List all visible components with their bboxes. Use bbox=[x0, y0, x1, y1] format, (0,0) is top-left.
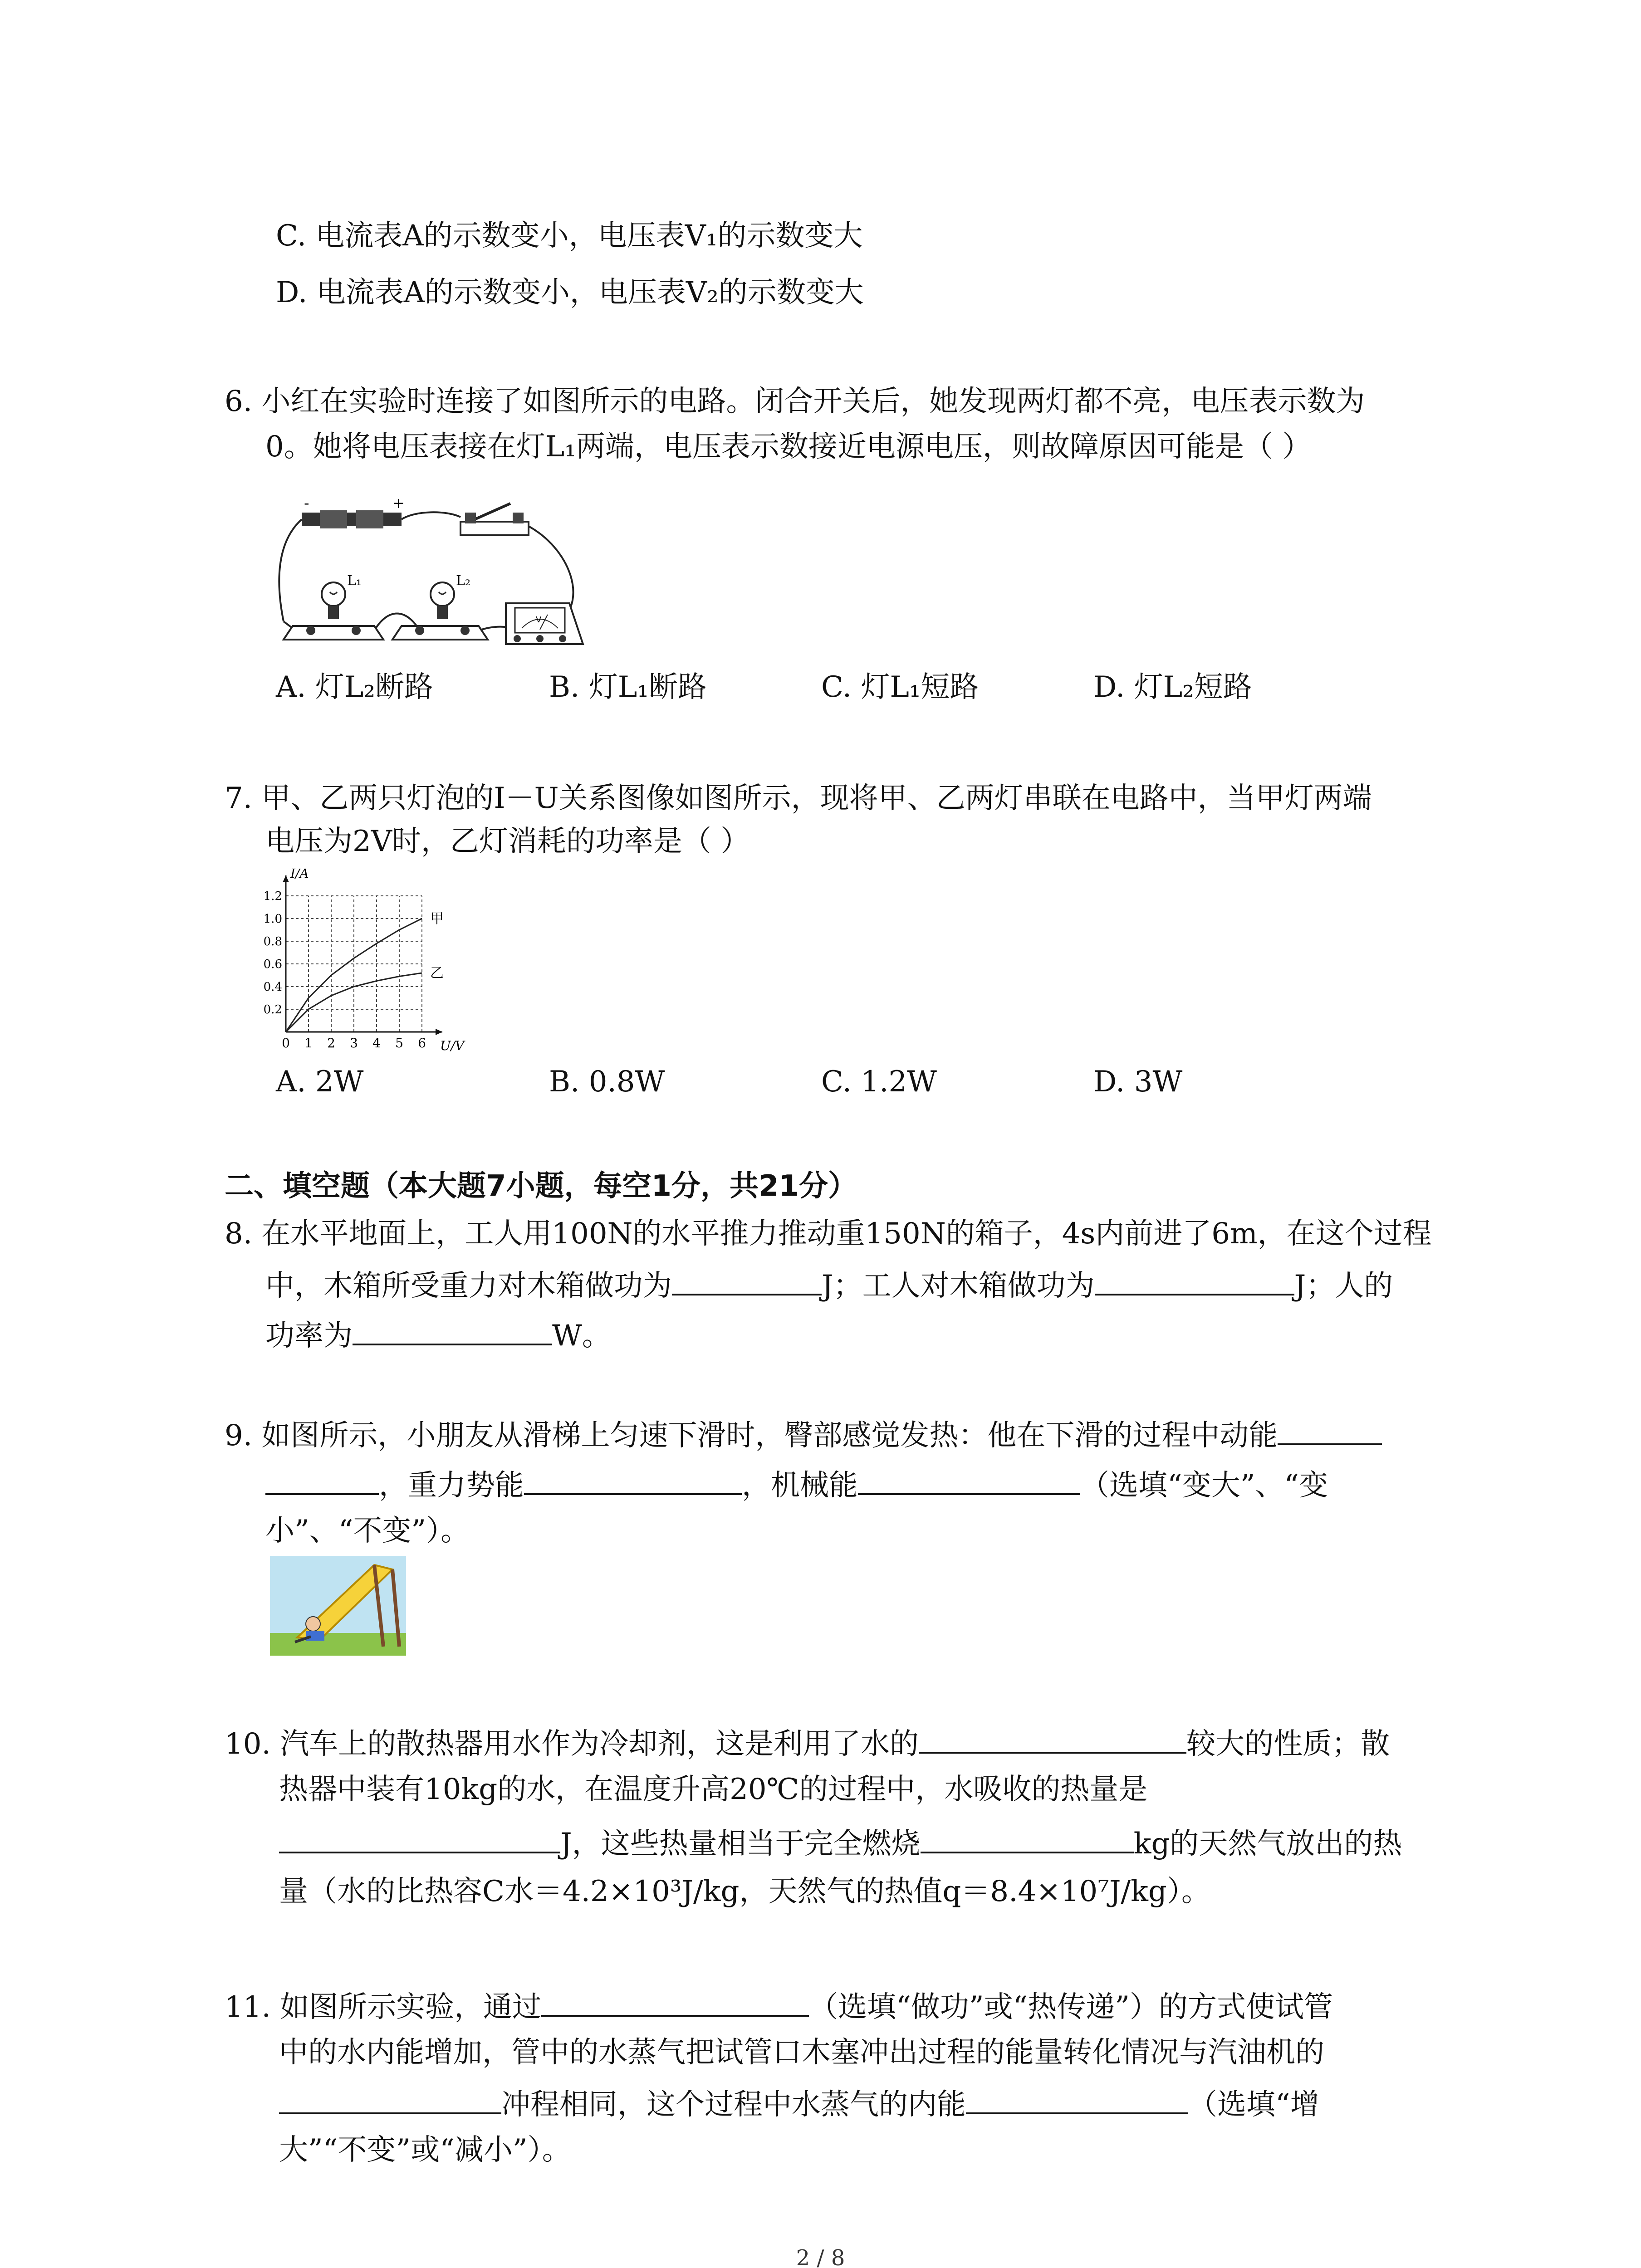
battery-minus-label: - bbox=[304, 494, 309, 512]
q8-text-b: J；工人对木箱做功为 bbox=[822, 1269, 1095, 1303]
q9-text-d: （选填“变大”、“变 bbox=[1080, 1469, 1328, 1502]
y-tick-label: 0.6 bbox=[263, 958, 282, 971]
q8-text-e: W。 bbox=[552, 1319, 611, 1353]
q9-blank-3[interactable] bbox=[858, 1465, 1080, 1495]
q9-line3: 小”、“不变”）。 bbox=[265, 1514, 470, 1548]
q9-text-b: ，重力势能 bbox=[379, 1469, 524, 1502]
q8-blank-2[interactable] bbox=[1095, 1266, 1294, 1295]
option-c-prev: C. 电流表A的示数变小，电压表V₁的示数变大 bbox=[276, 219, 863, 253]
y-axis-label: I/A bbox=[290, 869, 309, 881]
q10-text-a: 10. 汽车上的散热器用水作为冷却剂，这是利用了水的 bbox=[225, 1727, 919, 1761]
q8-line2 bbox=[265, 1266, 1393, 1304]
chart-labels bbox=[264, 869, 465, 1053]
q10-text-b: 较大的性质；散 bbox=[1186, 1727, 1390, 1761]
x-tick-label: 1 bbox=[304, 1036, 313, 1051]
q8-blank-3[interactable] bbox=[353, 1315, 552, 1345]
q9-line2 bbox=[265, 1465, 1328, 1504]
q10-text-d: kg的天然气放出的热 bbox=[1133, 1827, 1402, 1861]
bulb-l2-icon bbox=[431, 582, 454, 619]
q9-blank-1a[interactable] bbox=[1278, 1415, 1382, 1445]
q10-blank-3[interactable] bbox=[921, 1823, 1134, 1853]
page-number: 2 / 8 bbox=[796, 2245, 845, 2268]
voltmeter-label: V bbox=[536, 615, 542, 625]
q10-line4: 量（水的比热容C水＝4.2×10³J/kg，天然气的热值q＝8.4×10⁷J/kg）。 bbox=[279, 1875, 1210, 1908]
q6-option-a: A. 灯L₂断路 bbox=[276, 670, 434, 704]
q11-text-c: 冲程相同，这个过程中水蒸气的内能 bbox=[501, 2088, 966, 2121]
x-tick-label: 2 bbox=[327, 1036, 335, 1051]
bulb-l2-label: L₂ bbox=[456, 573, 470, 589]
q10-blank-2[interactable] bbox=[279, 1823, 560, 1853]
y-tick-label: 1.2 bbox=[263, 890, 282, 903]
switch-icon bbox=[460, 503, 529, 535]
battery-plus-label: + bbox=[392, 494, 405, 512]
q11-line1 bbox=[225, 1987, 1333, 2025]
y-tick-label: 0.2 bbox=[263, 1003, 282, 1017]
q11-blank-2[interactable] bbox=[279, 2084, 501, 2114]
x-tick-label: 6 bbox=[418, 1036, 426, 1051]
q8-text-c: J；人的 bbox=[1294, 1269, 1393, 1303]
x-tick-label: 4 bbox=[372, 1036, 381, 1051]
q11-line3 bbox=[279, 2084, 1319, 2123]
x-axis-label: U/V bbox=[440, 1038, 465, 1053]
q11-line2: 中的水内能增加，管中的水蒸气把试管口木塞冲出过程的能量转化情况与汽油机的 bbox=[279, 2036, 1324, 2069]
q8-text-d: 功率为 bbox=[265, 1319, 353, 1353]
section-heading: 二、填空题（本大题7小题，每空1分，共21分） bbox=[225, 1169, 857, 1203]
y-axis-arrow bbox=[283, 875, 289, 882]
q6-line2: 0。她将电压表接在灯L₁两端，电压表示数接近电源电压，则故障原因可能是（ ） bbox=[265, 430, 1312, 464]
q9-blank-1b[interactable] bbox=[265, 1465, 379, 1495]
q9-line1 bbox=[225, 1415, 1382, 1454]
bulb-l1-icon bbox=[322, 582, 345, 619]
q7-line1: 7. 甲、乙两只灯泡的I－U关系图像如图所示，现将甲、乙两灯串联在电路中，当甲灯两端 bbox=[225, 782, 1372, 815]
q10-line1 bbox=[225, 1724, 1390, 1762]
series-label-2: 乙 bbox=[430, 965, 444, 981]
x-axis-arrow bbox=[436, 1029, 442, 1035]
q11-text-d: （选填“增 bbox=[1188, 2088, 1319, 2121]
circuit-figure bbox=[270, 494, 597, 658]
q8-line1: 8. 在水平地面上，工人用100N的水平推力推动重150N的箱子，4s内前进了6m，在这个过程 bbox=[225, 1217, 1432, 1251]
series-label-1: 甲 bbox=[430, 911, 444, 927]
voltmeter-icon bbox=[506, 603, 583, 644]
q10-blank-1[interactable] bbox=[919, 1724, 1186, 1754]
iu-chart bbox=[254, 869, 481, 1064]
bulb-l1-label: L₁ bbox=[347, 573, 362, 589]
y-tick-label: 0.4 bbox=[263, 980, 282, 994]
q8-text-a: 中，木箱所受重力对木箱做功为 bbox=[265, 1269, 672, 1303]
q10-line2: 热器中装有10kg的水，在温度升高20℃的过程中，水吸收的热量是 bbox=[279, 1773, 1148, 1806]
q6-line1: 6. 小红在实验时连接了如图所示的电路。闭合开关后，她发现两灯都不亮，电压表示数为 bbox=[225, 385, 1365, 418]
q11-text-b: （选填“做功”或“热传递”）的方式使试管 bbox=[809, 1990, 1333, 2024]
q11-line4: 大”“不变”或“减小”）。 bbox=[279, 2133, 571, 2167]
x-tick-label: 0 bbox=[282, 1036, 290, 1051]
y-tick-label: 0.8 bbox=[263, 935, 282, 948]
y-tick-label: 1.0 bbox=[263, 912, 282, 926]
q11-blank-1[interactable] bbox=[541, 1987, 809, 2017]
x-tick-label: 5 bbox=[395, 1036, 403, 1051]
q11-blank-3[interactable] bbox=[966, 2084, 1188, 2114]
q7-option-a: A. 2W bbox=[276, 1065, 364, 1099]
q6-option-c: C. 灯L₁短路 bbox=[821, 670, 979, 704]
q7-option-b: B. 0.8W bbox=[549, 1065, 665, 1099]
battery-icon bbox=[302, 513, 402, 526]
q11-text-a: 11. 如图所示实验，通过 bbox=[225, 1990, 542, 2024]
q7-option-d: D. 3W bbox=[1093, 1065, 1183, 1099]
q7-option-c: C. 1.2W bbox=[821, 1065, 937, 1099]
q8-line3 bbox=[265, 1315, 611, 1354]
q8-blank-1[interactable] bbox=[672, 1266, 822, 1295]
q7-line2: 电压为2V时，乙灯消耗的功率是（ ） bbox=[265, 825, 750, 858]
option-d-prev: D. 电流表A的示数变小，电压表V₂的示数变大 bbox=[276, 276, 864, 309]
q6-option-b: B. 灯L₁断路 bbox=[549, 670, 707, 704]
q10-line3 bbox=[279, 1823, 1402, 1862]
slide-picture bbox=[270, 1556, 406, 1656]
q10-text-c: J，这些热量相当于完全燃烧 bbox=[560, 1827, 921, 1861]
q6-option-d: D. 灯L₂短路 bbox=[1093, 670, 1252, 704]
q9-text-a: 9. 如图所示，小朋友从滑梯上匀速下滑时，臀部感觉发热：他在下滑的过程中动能 bbox=[225, 1419, 1278, 1452]
x-tick-label: 3 bbox=[350, 1036, 358, 1051]
q9-text-c: ，机械能 bbox=[742, 1469, 858, 1502]
q9-blank-2[interactable] bbox=[524, 1465, 742, 1495]
